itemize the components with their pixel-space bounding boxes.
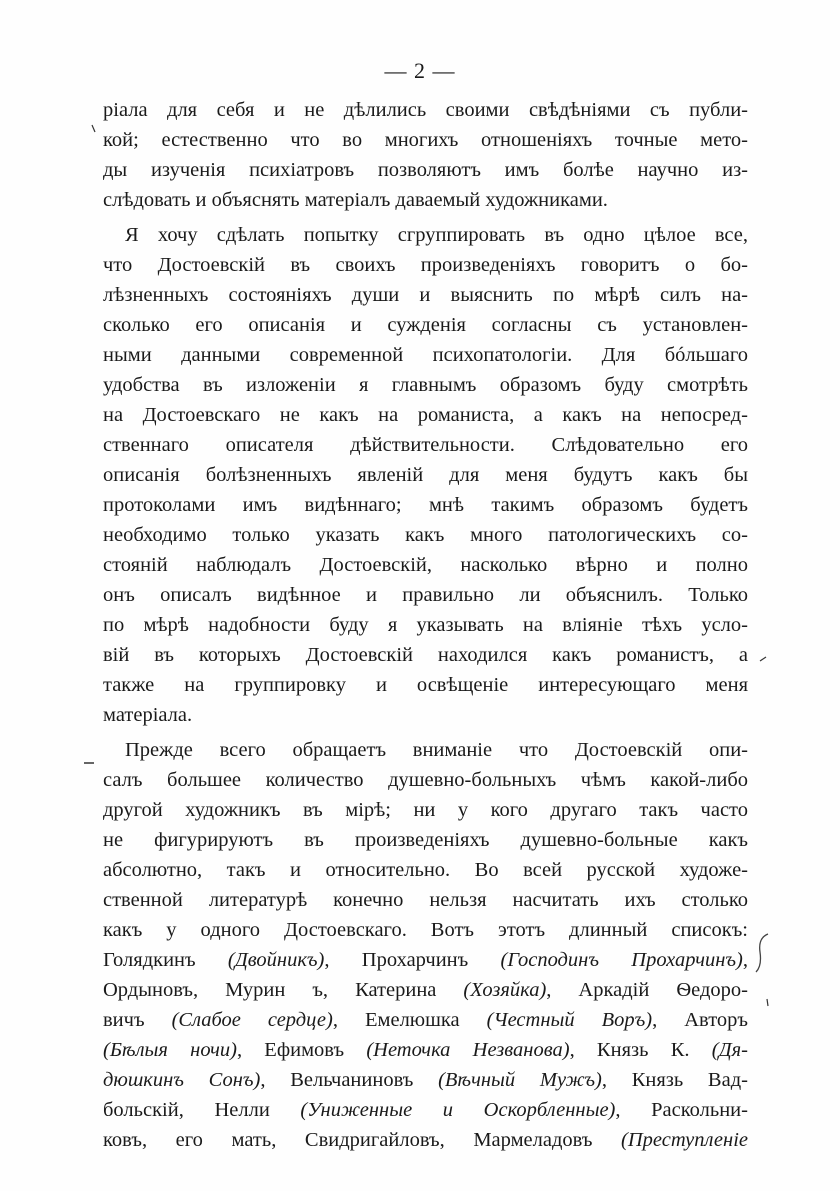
name-text: , Князь К. — [569, 1039, 712, 1061]
text-line: абсолютно, такъ и относительно. Во всей русской художе- — [103, 859, 748, 881]
margin-bracket-mark — [752, 930, 772, 975]
margin-mark — [90, 124, 98, 134]
text-line: протоколами имъ видѣннаго; мнѣ такимъ образомъ будетъ — [103, 494, 748, 516]
name-text: , Раскольни- — [615, 1099, 748, 1121]
text-line: онъ описалъ видѣнное и правильно ли объяснилъ. Только — [103, 584, 748, 606]
text-line: ды изученія психіатровъ позволяютъ имъ болѣе научно из- — [103, 159, 748, 181]
text-line — [103, 1125, 748, 1155]
text-line — [103, 945, 748, 975]
text-line: необходимо только указать какъ много патологическихъ со- — [103, 524, 748, 546]
name-text: , Ефимовъ — [236, 1039, 367, 1061]
text-line: ственнаго описателя дѣйствительности. Слѣдовательно его — [103, 434, 748, 456]
name-text: Голядкинъ — [103, 949, 228, 971]
work-title: (Вѣчный Мужъ) — [438, 1069, 602, 1091]
text-line: матеріала. — [103, 704, 193, 726]
name-text: , Аркадій Ѳедоро- — [546, 979, 748, 1001]
name-text: , Емелюшка — [332, 1009, 487, 1031]
text-line: не фигурируютъ въ произведеніяхъ душевно-больные какъ — [103, 829, 748, 851]
work-title: (Честный Воръ) — [486, 1009, 653, 1031]
work-title: (Бѣлыя ночи) — [103, 1039, 237, 1061]
work-title: (Слабое сердце) — [171, 1009, 333, 1031]
name-text: больскій, Нелли — [103, 1099, 301, 1121]
text-line: ріала для себя и не дѣлились своими свѣдѣніями съ публи- — [103, 99, 748, 121]
text-line: по мѣрѣ надобности буду я указывать на вліяніе тѣхъ усло- — [103, 614, 748, 636]
text-line: что Достоевскій въ своихъ произведеніяхъ говоритъ о бо- — [103, 254, 748, 276]
name-text: , Князь Вад- — [601, 1069, 748, 1091]
text-line — [103, 1035, 748, 1065]
name-text: , Авторъ — [652, 1009, 749, 1031]
margin-mark — [758, 655, 768, 663]
name-text: , Вельчаниновъ — [260, 1069, 439, 1091]
name-text: , Прохарчинъ — [324, 949, 501, 971]
text-line: лѣзненныхъ состояніяхъ души и выяснить по мѣрѣ силъ на- — [103, 284, 748, 306]
text-line — [103, 1005, 748, 1035]
text-line: описанія болѣзненныхъ явленій для меня будутъ какъ бы — [103, 464, 748, 486]
text-line: также на группировку и освѣщеніе интересующаго меня — [103, 674, 748, 696]
page-number: — 2 — — [384, 58, 456, 83]
name-text: ковъ, его мать, Свидригайловъ, Мармеладовъ — [103, 1129, 622, 1151]
work-title: дюшкинъ Сонъ) — [103, 1069, 261, 1091]
margin-mark — [82, 760, 96, 766]
text-line — [103, 975, 748, 1005]
text-line: удобства въ изложеніи я главнымъ образомъ буду смотрѣть — [103, 374, 748, 396]
work-title: (Униженные и Оскорбленные) — [300, 1099, 616, 1121]
text-line: слѣдовать и объяснять матеріалъ даваемый художниками. — [103, 189, 608, 211]
name-text: Ордыновъ, Мурин ъ, Катерина — [103, 979, 464, 1001]
work-title: (Хозяйка) — [463, 979, 547, 1001]
text-line: салъ большее количество душевно-больныхъ чѣмъ какой-либо — [103, 769, 748, 791]
punctuation: , — [742, 949, 749, 971]
text-line: вій въ которыхъ Достоевскій находился какъ романистъ, а — [103, 644, 748, 666]
text-line: Прежде всего обращаетъ вниманіе что Достоевскій опи- — [125, 739, 748, 761]
name-text: вичъ — [103, 1009, 172, 1031]
text-line: ственной литературѣ конечно нельзя насчитать ихъ столько — [103, 889, 748, 911]
work-title: (Двойникъ) — [227, 949, 325, 971]
text-line: кой; естественно что во многихъ отношеніяхъ точные мето- — [103, 129, 748, 151]
text-line: на Достоевскаго не какъ на романиста, а какъ на непосред- — [103, 404, 748, 426]
text-line — [103, 1095, 748, 1125]
text-line: какъ у одного Достоевскаго. Вотъ этотъ длинный списокъ: — [103, 919, 748, 941]
text-line: ными данными современной психопатологіи. Для бóльшаго — [103, 344, 748, 366]
text-line: стояній наблюдалъ Достоевскій, насколько вѣрно и полно — [103, 554, 748, 576]
work-title: (Господинъ Прохарчинъ) — [500, 949, 743, 971]
work-title: (Дя- — [711, 1039, 748, 1061]
work-title: (Преступленіе — [621, 1129, 748, 1151]
margin-mark — [764, 998, 772, 1008]
text-line: Я хочу сдѣлать попытку сгруппировать въ одно цѣлое все, — [125, 224, 748, 246]
work-title: (Неточка Незванова) — [366, 1039, 570, 1061]
text-line: другой художникъ въ мірѣ; ни у кого другаго такъ часто — [103, 799, 748, 821]
text-line — [103, 1065, 748, 1095]
text-line: сколько его описанія и сужденія согласны съ установлен- — [103, 314, 748, 336]
